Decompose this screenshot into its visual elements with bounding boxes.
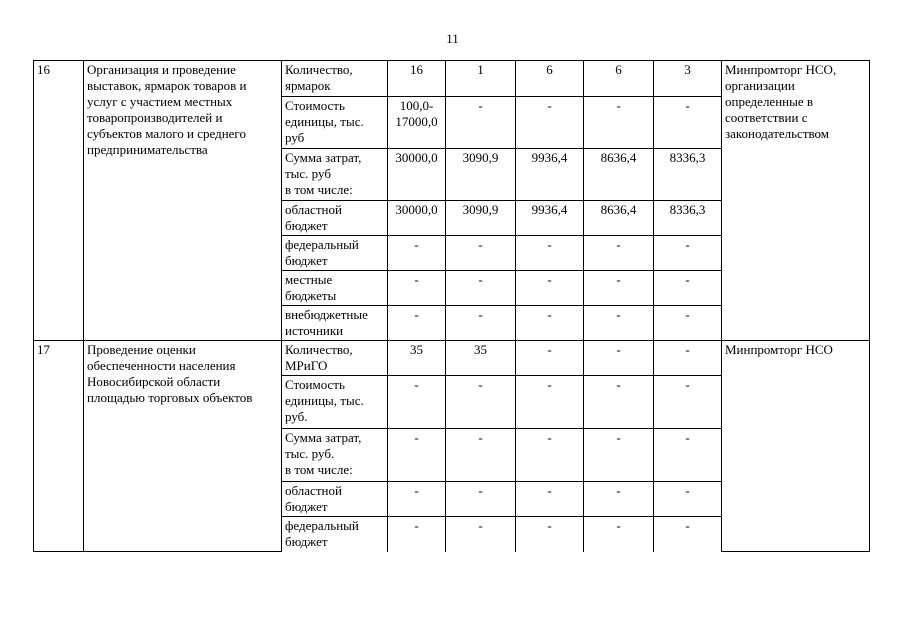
value-cell: - — [388, 376, 446, 429]
value-cell: - — [654, 482, 722, 517]
value-cell: 1 — [446, 61, 516, 97]
value-cell: 8636,4 — [584, 201, 654, 236]
value-cell: - — [516, 376, 584, 429]
value-cell: 3090,9 — [446, 149, 516, 201]
row-number: 17 — [34, 341, 84, 552]
value-cell: 30000,0 — [388, 201, 446, 236]
table-row — [34, 61, 870, 97]
value-cell: - — [584, 517, 654, 552]
value-cell: - — [584, 236, 654, 271]
indicator-cell: областной бюджет — [282, 201, 388, 236]
indicator-cell: федеральный бюджет — [282, 236, 388, 271]
indicator-cell: местные бюджеты — [282, 271, 388, 306]
value-cell: - — [654, 236, 722, 271]
value-cell: 8336,3 — [654, 149, 722, 201]
indicator-cell: Стоимость единицы, тыс. руб. — [282, 376, 388, 429]
value-cell: - — [584, 376, 654, 429]
indicator-cell: федеральный бюджет — [282, 517, 388, 552]
activity-name: Организация и проведение выставок, ярмарок товаров и услуг с участием местных товаропроизводителей и субъектов малого и среднего предпринимательства — [84, 61, 282, 341]
value-cell: - — [388, 517, 446, 552]
value-cell: - — [654, 271, 722, 306]
indicator-cell: Количество, МРиГО — [282, 341, 388, 376]
value-cell: - — [516, 306, 584, 341]
value-cell: 3090,9 — [446, 201, 516, 236]
program-table — [33, 60, 870, 552]
indicator-cell: Количество, ярмарок — [282, 61, 388, 97]
value-cell: - — [584, 341, 654, 376]
value-cell: - — [388, 236, 446, 271]
value-cell: 100,0-17000,0 — [388, 97, 446, 149]
indicator-cell: Сумма затрат, тыс. руб в том числе: — [282, 149, 388, 201]
value-cell: - — [388, 271, 446, 306]
value-cell: - — [516, 341, 584, 376]
executor-cell: Минпромторг НСО, организации определенные в соответствии с законодательством — [722, 61, 870, 341]
value-cell: - — [584, 482, 654, 517]
indicator-cell: областной бюджет — [282, 482, 388, 517]
value-cell: - — [654, 306, 722, 341]
indicator-cell: внебюджетные источники — [282, 306, 388, 341]
value-cell: 16 — [388, 61, 446, 97]
value-cell: - — [388, 429, 446, 482]
row-number: 16 — [34, 61, 84, 341]
indicator-cell: Сумма затрат, тыс. руб. в том числе: — [282, 429, 388, 482]
value-cell: 6 — [584, 61, 654, 97]
value-cell: 9936,4 — [516, 149, 584, 201]
value-cell: - — [584, 306, 654, 341]
activity-name: Проведение оценки обеспеченности населения Новосибирской области площадью торговых объектов — [84, 341, 282, 552]
value-cell: - — [516, 429, 584, 482]
value-cell: - — [446, 517, 516, 552]
value-cell: - — [584, 271, 654, 306]
value-cell: 9936,4 — [516, 201, 584, 236]
value-cell: - — [446, 482, 516, 517]
executor-cell: Минпромторг НСО — [722, 341, 870, 552]
value-cell: 3 — [654, 61, 722, 97]
value-cell: 35 — [446, 341, 516, 376]
value-cell: - — [654, 97, 722, 149]
value-cell: - — [446, 271, 516, 306]
value-cell: 8336,3 — [654, 201, 722, 236]
value-cell: - — [516, 236, 584, 271]
value-cell: - — [388, 482, 446, 517]
value-cell: - — [446, 236, 516, 271]
value-cell: - — [446, 97, 516, 149]
value-cell: - — [446, 376, 516, 429]
value-cell: 35 — [388, 341, 446, 376]
value-cell: - — [446, 306, 516, 341]
value-cell: 30000,0 — [388, 149, 446, 201]
value-cell: 8636,4 — [584, 149, 654, 201]
value-cell: - — [584, 97, 654, 149]
value-cell: - — [654, 429, 722, 482]
page-number: 11 — [446, 31, 459, 46]
value-cell: - — [516, 271, 584, 306]
value-cell: - — [654, 376, 722, 429]
value-cell: - — [654, 341, 722, 376]
value-cell: - — [654, 517, 722, 552]
value-cell: - — [388, 306, 446, 341]
table-row — [34, 341, 870, 376]
value-cell: - — [516, 482, 584, 517]
value-cell: - — [516, 517, 584, 552]
value-cell: - — [516, 97, 584, 149]
value-cell: - — [446, 429, 516, 482]
value-cell: - — [584, 429, 654, 482]
table-body — [34, 61, 870, 552]
indicator-cell: Стоимость единицы, тыс. руб — [282, 97, 388, 149]
value-cell: 6 — [516, 61, 584, 97]
